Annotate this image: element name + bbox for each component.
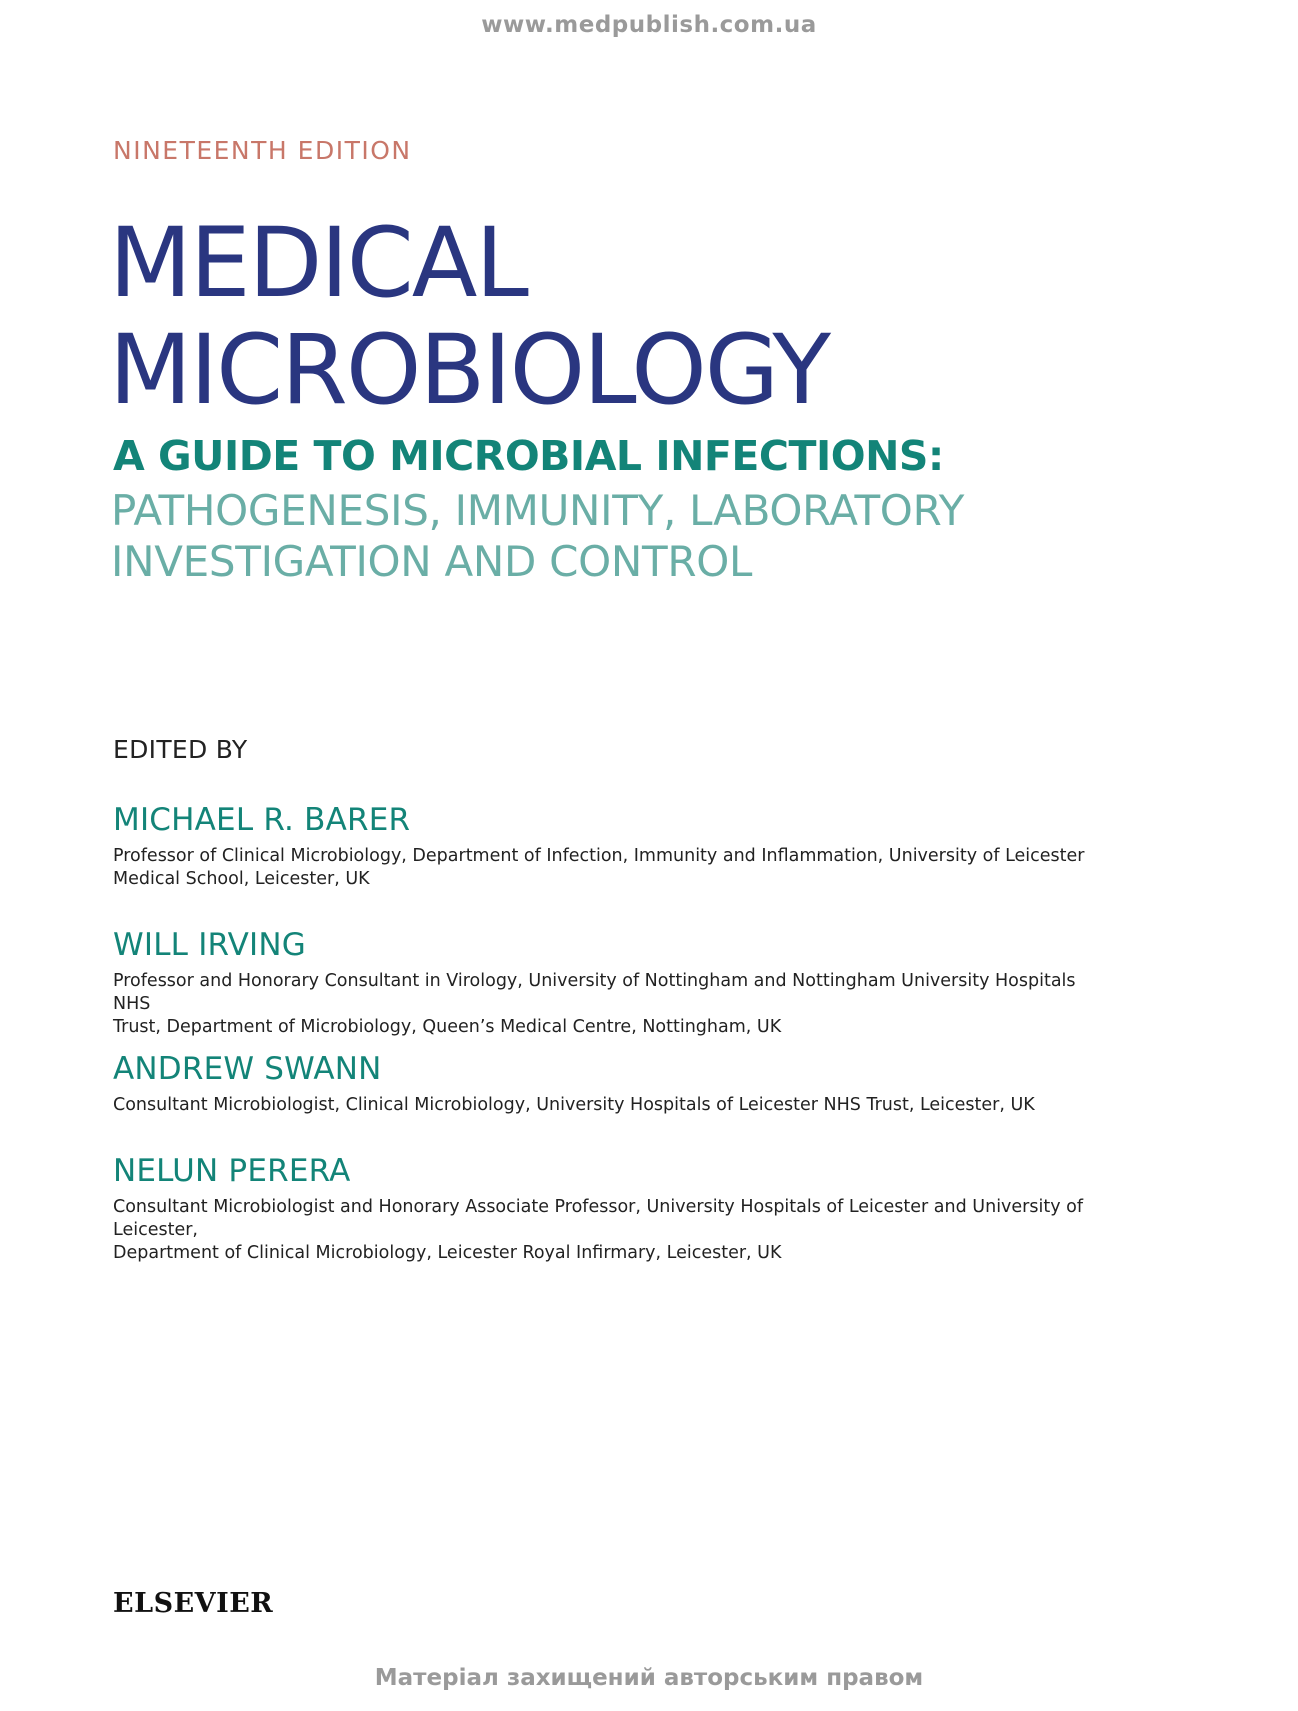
editor-affiliation: [113, 1094, 1113, 1117]
editor-affiliation-line: Consultant Microbiologist and Honorary Associate Professor, University Hospitals of Leicester and University of Leicester,: [113, 1197, 1084, 1240]
edition-label: NINETEENTH EDITION: [113, 136, 412, 165]
editor-name: WILL IRVING: [113, 927, 306, 963]
site-watermark: www.medpublish.com.ua: [481, 12, 817, 38]
editor-affiliation: [113, 970, 1113, 1039]
book-subtitle-main: A GUIDE TO MICROBIAL INFECTIONS:: [113, 432, 944, 480]
editor-affiliation-line: Consultant Microbiologist, Clinical Microbiology, University Hospitals of Leicester NHS Trust, Leicester, UK: [113, 1095, 1035, 1115]
editor-affiliation-line: Trust, Department of Microbiology, Queen’s Medical Centre, Nottingham, UK: [113, 1017, 782, 1037]
book-title-line-1: MEDICAL: [109, 207, 527, 319]
editor-entry: [113, 1051, 1113, 1117]
editor-affiliation: [113, 845, 1113, 891]
editor-name: NELUN PERERA: [113, 1153, 351, 1189]
editor-affiliation-line: Medical School, Leicester, UK: [113, 869, 370, 889]
book-title-line-2: MICROBIOLOGY: [109, 314, 830, 426]
editor-name: ANDREW SWANN: [113, 1051, 382, 1087]
book-subtitle-line-2: PATHOGENESIS, IMMUNITY, LABORATORY: [111, 486, 965, 535]
editor-entry: [113, 1153, 1113, 1265]
editor-entry: [113, 802, 1113, 891]
editor-name: MICHAEL R. BARER: [113, 802, 411, 838]
editor-affiliation-line: Professor of Clinical Microbiology, Department of Infection, Immunity and Inflammation, University of Leicester: [113, 846, 1085, 866]
editor-affiliation: [113, 1196, 1113, 1265]
editor-entry: [113, 927, 1113, 1039]
copyright-watermark: Матеріал захищений авторським правом: [374, 1665, 924, 1691]
editor-affiliation-line: Professor and Honorary Consultant in Virology, University of Nottingham and Nottingham University Hospitals NHS: [113, 971, 1076, 1014]
edited-by-label: EDITED BY: [113, 735, 248, 764]
publisher-logo: ELSEVIER: [113, 1588, 274, 1619]
book-subtitle-line-3: INVESTIGATION AND CONTROL: [111, 537, 753, 586]
editor-affiliation-line: Department of Clinical Microbiology, Leicester Royal Infirmary, Leicester, UK: [113, 1243, 782, 1263]
